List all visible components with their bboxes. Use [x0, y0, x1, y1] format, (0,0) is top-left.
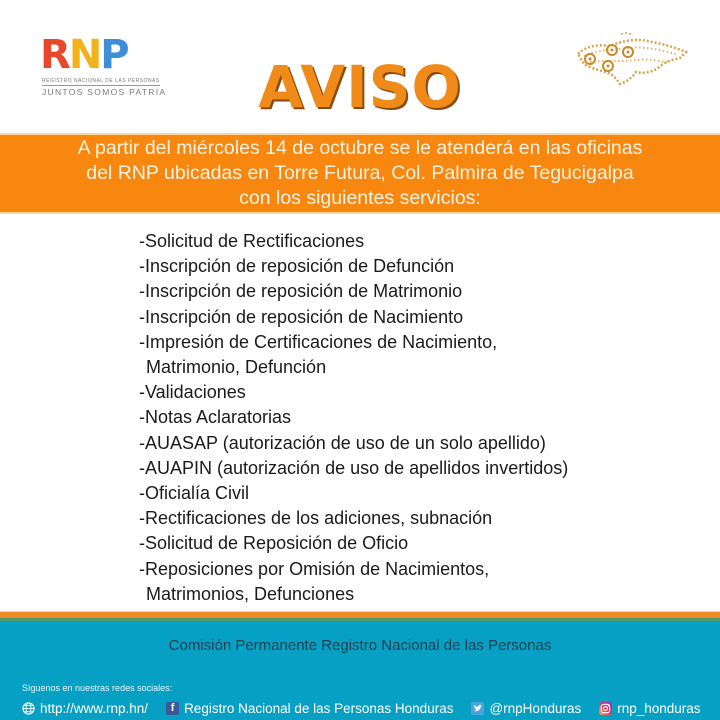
- service-item: [139, 506, 568, 531]
- service-text: -Impresión de Certificaciones de Nacimiento,: [139, 331, 498, 352]
- facebook-icon: f: [166, 702, 179, 715]
- service-text: -Validaciones: [139, 382, 246, 403]
- service-item: [139, 305, 568, 330]
- service-text-continuation: Matrimonios, Defunciones: [146, 583, 355, 604]
- social-links: [22, 699, 719, 717]
- honduras-map-icon: [572, 28, 690, 88]
- service-text: -AUAPIN (autorización de uso de apellidos invertidos): [139, 457, 569, 478]
- header: [0, 0, 720, 133]
- service-item: [139, 229, 568, 254]
- service-item: [139, 405, 568, 430]
- twitter-link[interactable]: [471, 701, 581, 716]
- banner-line: A partir del miércoles 14 de octubre se le atenderá en las oficinas: [77, 137, 643, 159]
- follow-label: Síguenos en nuestras redes sociales:: [22, 683, 173, 693]
- footer: [0, 621, 720, 720]
- service-text-continuation: Matrimonio, Defunción: [146, 357, 327, 378]
- divider-orange: [0, 611, 720, 618]
- service-text: -Solicitud de Rectificaciones: [139, 231, 365, 251]
- service-item: [139, 380, 568, 405]
- service-text: -Notas Aclaratorias: [139, 407, 292, 428]
- instagram-icon: [599, 702, 612, 715]
- service-item: [139, 330, 568, 380]
- banner-line: del RNP ubicadas en Torre Futura, Col. Palmira de Tegucigalpa: [86, 162, 634, 184]
- service-text: -Inscripción de reposición de Nacimiento: [139, 306, 464, 327]
- twitter-icon: [471, 702, 484, 715]
- announcement-banner: [0, 133, 720, 214]
- service-text: -AUASAP (autorización de uso de un solo apellido): [139, 432, 546, 453]
- logo-letter-p: P: [100, 32, 128, 78]
- services-list: [139, 229, 568, 607]
- banner-line: con los siguientes servicios:: [239, 187, 481, 209]
- website-link[interactable]: [22, 701, 148, 716]
- service-item: [139, 481, 568, 506]
- twitter-label: @rnpHonduras: [489, 700, 582, 716]
- instagram-link[interactable]: [599, 701, 700, 716]
- service-text: -Solicitud de Reposición de Oficio: [139, 533, 409, 554]
- service-text: -Oficialía Civil: [139, 483, 250, 504]
- service-item: [139, 557, 568, 607]
- rnp-logo: [40, 34, 165, 102]
- instagram-label: rnp_honduras: [617, 700, 701, 716]
- commission-name: Comisión Permanente Registro Nacional de las Personas: [168, 637, 552, 654]
- logo-subtitle: REGISTRO NACIONAL DE LAS PERSONAS: [42, 78, 160, 84]
- page-title: AVISO: [258, 53, 462, 121]
- service-item: [139, 431, 568, 456]
- service-item: [139, 531, 568, 556]
- service-text: -Inscripción de reposición de Matrimonio: [139, 281, 463, 302]
- website-label: http://www.rnp.hn/: [40, 700, 149, 716]
- service-item: [139, 456, 568, 481]
- facebook-label: Registro Nacional de las Personas Honduras: [184, 700, 454, 716]
- logo-letters: [40, 34, 128, 76]
- globe-icon: [22, 702, 35, 715]
- facebook-link[interactable]: [166, 701, 453, 716]
- logo-letter-n: N: [68, 32, 101, 78]
- service-item: [139, 254, 568, 279]
- service-text: -Rectificaciones de los adiciones, subnación: [139, 508, 493, 529]
- service-text: -Inscripción de reposición de Defunción: [139, 256, 455, 277]
- logo-letter-r: R: [40, 32, 69, 78]
- service-text: -Reposiciones por Omisión de Nacimientos,: [139, 558, 490, 579]
- service-item: [139, 279, 568, 304]
- logo-tagline: JUNTOS SOMOS PATRIA: [42, 87, 167, 97]
